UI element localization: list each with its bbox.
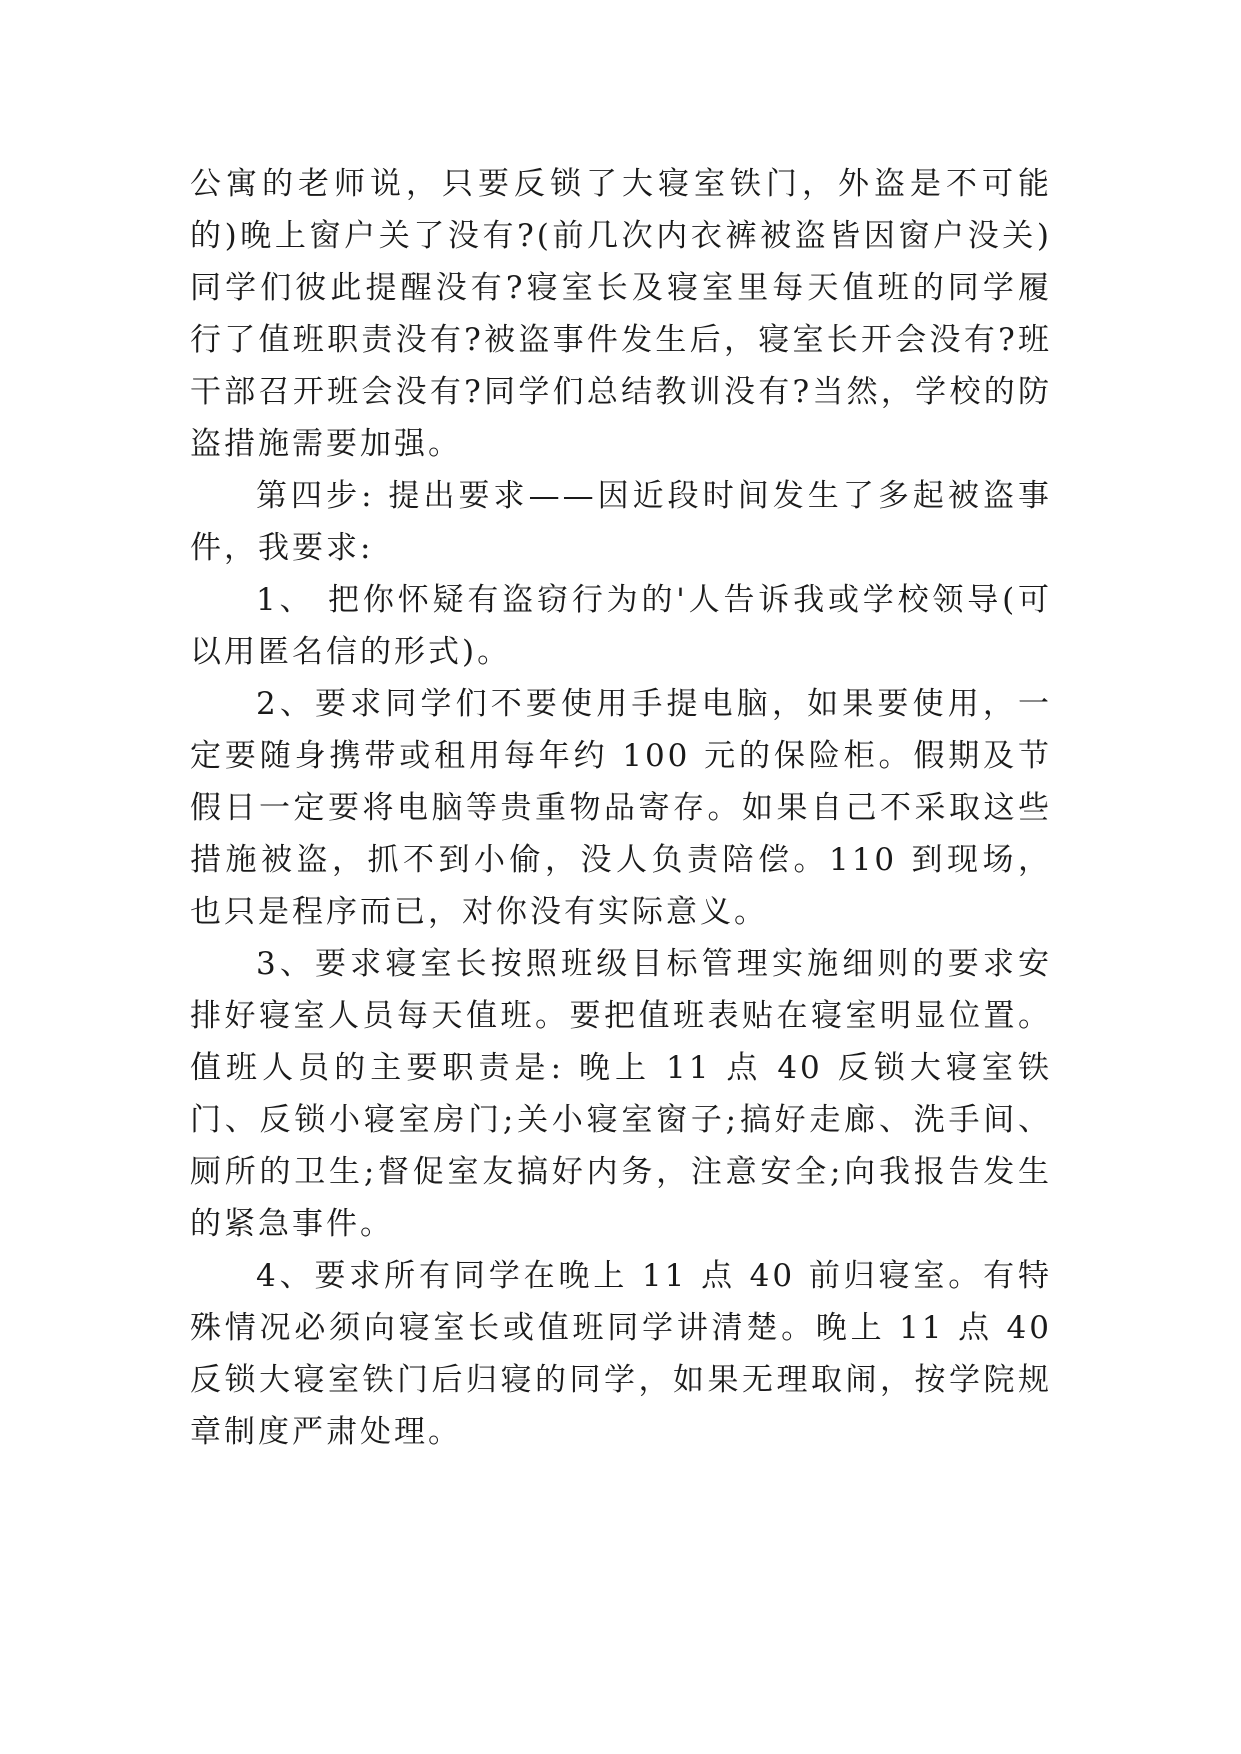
- paragraph-requirement-3: 3、要求寝室长按照班级目标管理实施细则的要求安排好寝室人员每天值班。要把值班表贴在寝室明显位置。值班人员的主要职责是: 晚上 11 点 40 反锁大寝室铁门、反锁小寝室房门;关小寝室窗子;搞好走廊、洗手间、厕所的卫生;督促室友搞好内务，注意安全;向我报告发生的紧急事件。: [190, 946, 1052, 1242]
- paragraph-requirement-2: 2、要求同学们不要使用手提电脑，如果要使用，一定要随身携带或租用每年约 100 元的保险柜。假期及节假日一定要将电脑等贵重物品寄存。如果自己不采取这些措施被盗，抓不到小偷，没人负责陪偿。110 到现场，也只是程序而已，对你没有实际意义。: [190, 686, 1052, 930]
- document-page: [190, 158, 1052, 1458]
- paragraph-step-four: 第四步: 提出要求——因近段时间发生了多起被盗事件，我要求:: [190, 478, 1052, 566]
- paragraph-continuation: 公寓的老师说，只要反锁了大寝室铁门，外盗是不可能的)晚上窗户关了没有?(前几次内衣裤被盗皆因窗户没关)同学们彼此提醒没有?寝室长及寝室里每天值班的同学履行了值班职责没有?被盗事件发生后，寝室长开会没有?班干部召开班会没有?同学们总结教训没有?当然，学校的防盗措施需要加强。: [190, 166, 1052, 462]
- paragraph-requirement-4: 4、要求所有同学在晚上 11 点 40 前归寝室。有特殊情况必须向寝室长或值班同学讲清楚。晚上 11 点 40 反锁大寝室铁门后归寝的同学，如果无理取闹，按学院规章制度严肃处理。: [190, 1258, 1052, 1450]
- paragraph-requirement-1: 1、 把你怀疑有盗窃行为的'人告诉我或学校领导(可以用匿名信的形式)。: [190, 582, 1052, 670]
